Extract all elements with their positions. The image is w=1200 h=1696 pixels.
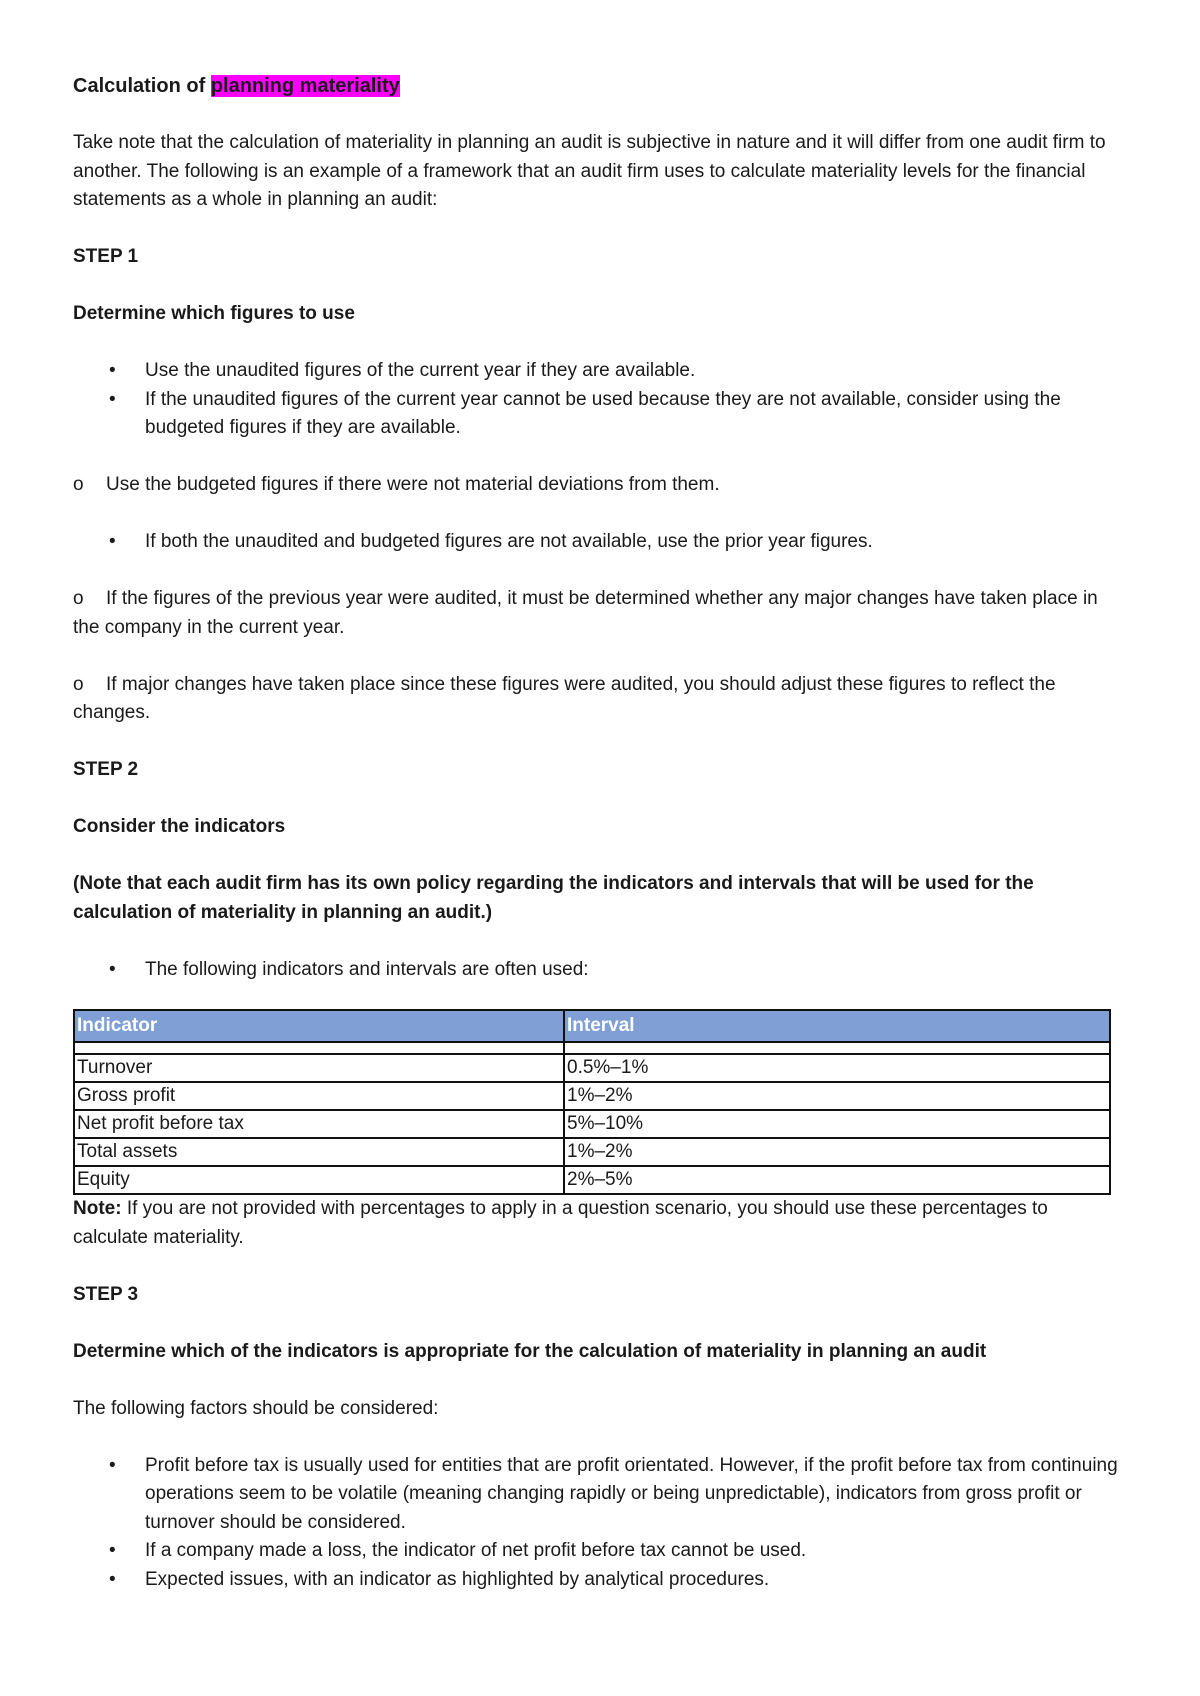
table-note	[73, 1195, 1121, 1252]
table-header-row	[74, 1010, 1110, 1042]
interval-cell: 2%–5%	[564, 1166, 1110, 1194]
note-text: If you are not provided with percentages to apply in a question scenario, you should use these percentages to calculate materiality.	[73, 1198, 1048, 1248]
header-interval: Interval	[564, 1010, 1110, 1042]
factors-intro: The following factors should be considered:	[73, 1397, 439, 1419]
step1-label: STEP 1	[73, 246, 139, 267]
sub-item-major-changes	[73, 671, 1121, 728]
step1-bullet-list-b	[73, 528, 1121, 557]
table-row	[74, 1110, 1110, 1138]
list-item: • If a company made a loss, the indicator of net profit before tax cannot be used.	[73, 1537, 1121, 1566]
sub-item-text: If major changes have taken place since these figures were audited, you should adjust these figures to reflect the changes.	[73, 673, 1056, 723]
table-row	[74, 1054, 1110, 1082]
indicators-table	[73, 1009, 1111, 1195]
o-marker: o	[73, 588, 84, 609]
step2-note: (Note that each audit firm has its own policy regarding the indicators and intervals that will be used for the calculation of materiality in planning an audit.)	[73, 873, 1034, 923]
sub-item-previous-year	[73, 585, 1121, 642]
table-row	[74, 1138, 1110, 1166]
interval-cell: 1%–2%	[564, 1138, 1110, 1166]
indicator-cell: Turnover	[74, 1054, 564, 1082]
table-row	[74, 1166, 1110, 1194]
sub-item-budgeted	[73, 471, 1121, 500]
interval-cell: 5%–10%	[564, 1110, 1110, 1138]
page-title	[73, 72, 1121, 101]
step2-bullet-list	[73, 956, 1121, 985]
list-item: • Use the unaudited figures of the current year if they are available.	[73, 357, 1121, 386]
step3-label: STEP 3	[73, 1283, 139, 1305]
list-item: • Expected issues, with an indicator as highlighted by analytical procedures.	[73, 1566, 1121, 1595]
intro-paragraph: Take note that the calculation of materiality in planning an audit is subjective in nature and it will differ from one audit firm to another. The following is an example of a framework that an audit firm uses to calculate materiality levels for the financial statements as a whole in planning an audit:	[73, 132, 1106, 210]
sub-item-text: Use the budgeted figures if there were not material deviations from them.	[106, 474, 720, 495]
step3-heading: Determine which of the indicators is appropriate for the calculation of materiality in planning an audit	[73, 1340, 987, 1362]
o-marker: o	[73, 474, 84, 495]
indicator-cell: Total assets	[74, 1138, 564, 1166]
interval-cell: 1%–2%	[564, 1082, 1110, 1110]
indicator-cell: Gross profit	[74, 1082, 564, 1110]
list-item: • If the unaudited figures of the current year cannot be used because they are not available, consider using the budgeted figures if they are available.	[73, 386, 1121, 443]
table-spacer-row	[74, 1042, 1110, 1054]
indicator-cell: Equity	[74, 1166, 564, 1194]
document-page	[73, 72, 1121, 1594]
interval-cell: 0.5%–1%	[564, 1054, 1110, 1082]
title-highlight: planning materiality	[210, 75, 400, 97]
o-marker: o	[73, 673, 84, 695]
step1-bullet-list-a	[73, 357, 1121, 443]
step3-bullet-list	[73, 1452, 1121, 1595]
list-item: • If both the unaudited and budgeted figures are not available, use the prior year figures.	[73, 528, 1121, 557]
step2-heading: Consider the indicators	[73, 816, 286, 837]
step1-heading: Determine which figures to use	[73, 303, 355, 324]
list-item: • Profit before tax is usually used for entities that are profit orientated. However, if the profit before tax from continuing operations seem to be volatile (meaning changing rapidly or being unpredictable), indicators from gross profit or turnover should be considered.	[73, 1452, 1121, 1538]
note-label: Note:	[73, 1198, 122, 1219]
title-prefix: Calculation of	[73, 75, 211, 97]
sub-item-text: If the figures of the previous year were audited, it must be determined whether any major changes have taken place in the company in the current year.	[73, 588, 1098, 638]
list-item: • The following indicators and intervals are often used:	[73, 956, 1121, 985]
indicator-cell: Net profit before tax	[74, 1110, 564, 1138]
header-indicator: Indicator	[74, 1010, 564, 1042]
table-row	[74, 1082, 1110, 1110]
step2-label: STEP 2	[73, 759, 139, 780]
